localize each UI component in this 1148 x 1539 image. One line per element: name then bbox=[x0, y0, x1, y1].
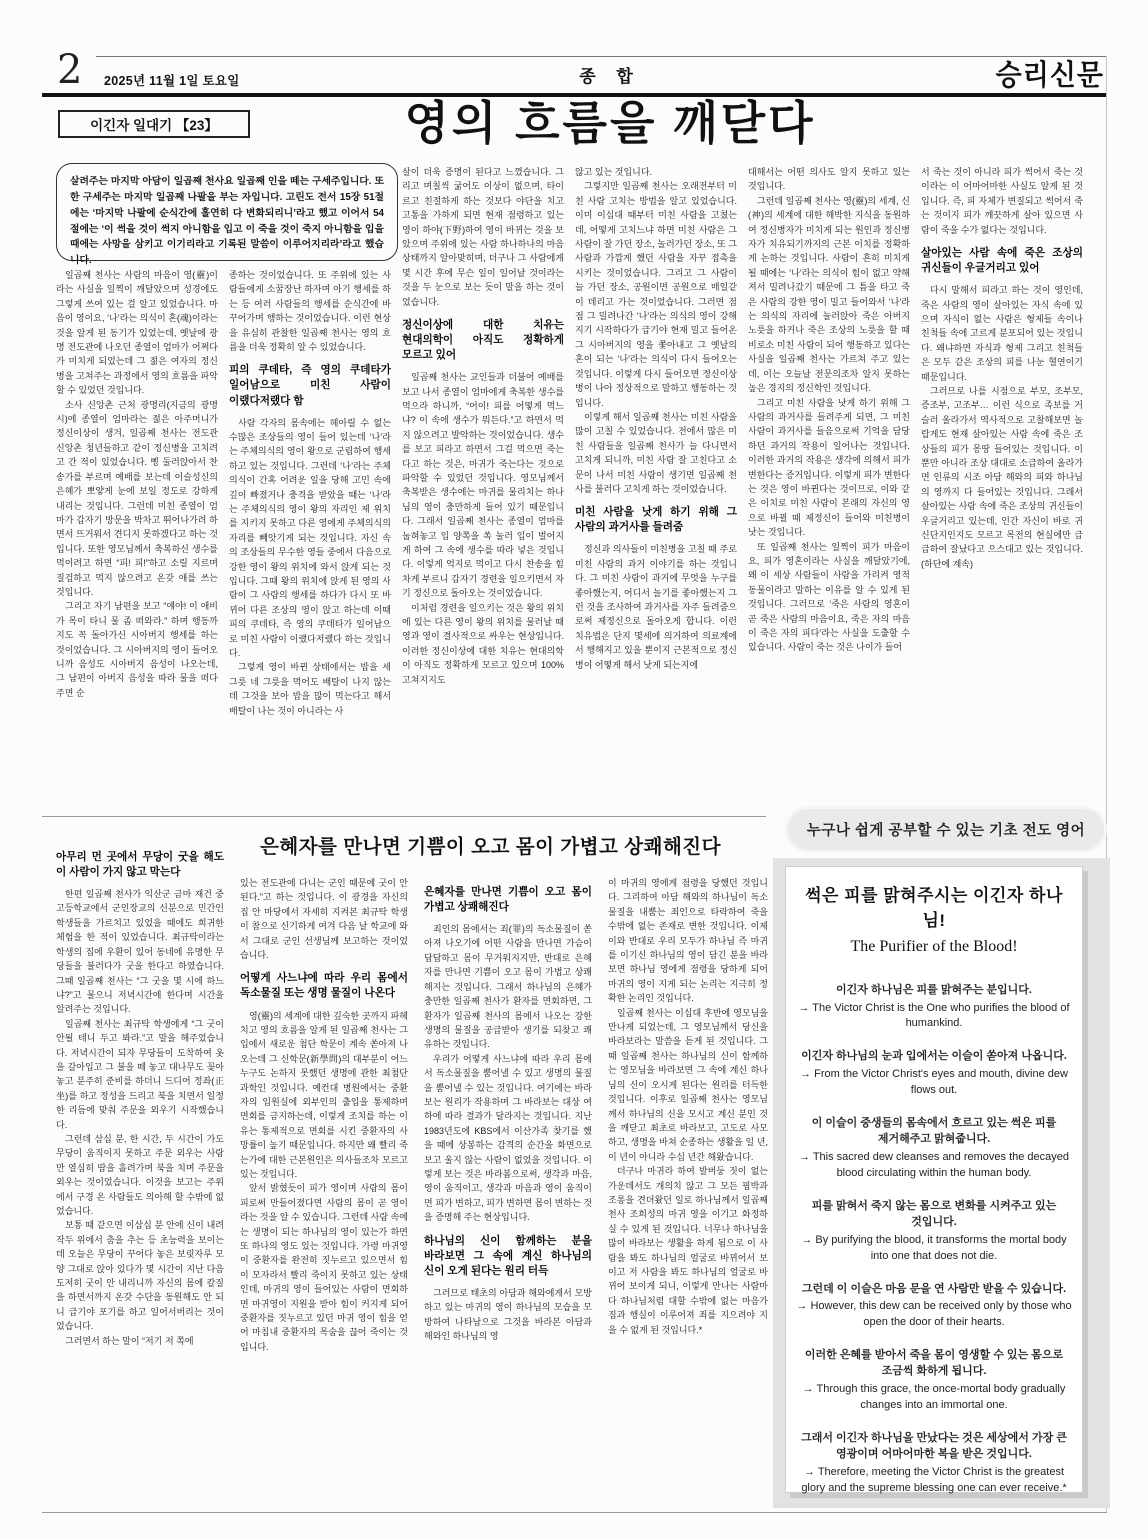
english-box-title-ko: 썩은 피를 맑혀주시는 이긴자 하나님! bbox=[805, 886, 1063, 930]
paragraph: 그런데 삼십 분, 한 시간, 두 시간이 가도 무당이 움직이지 못하고 주문 외우는 사람만 열심히 땀을 흘려가며 북을 치며 주문을 외우는 것이었습니다. 이것을 보고는 주위에서 구경 온 사람들도 의아해 할 수밖에 없었습니다. bbox=[56, 1133, 224, 1216]
bilingual-pair bbox=[796, 1198, 1072, 1265]
column-subheading: 미친 사람을 낫게 하기 위해 그 사람의 과거사를 들려줌 bbox=[575, 506, 737, 534]
english-line: → By purifying the blood, it transforms the mortal body into one that does not die. bbox=[801, 1233, 1067, 1262]
header-top-rule bbox=[96, 56, 1106, 57]
section-label: 종 합 bbox=[579, 67, 641, 86]
column-subheading: 정신이상에 대한 치유는 현대의학이 아직도 정확하게 모르고 있어 bbox=[402, 319, 564, 362]
paragraph: 이렇게 해서 일곱째 천사는 미친 사람을 많이 고칠 수 있었습니다. 전에서 많은 미친 사람들을 일곱째 천사가 늘 다니면서 고치게 되니까, 미친 사람 잘 고친다고 소문이 나서 미친 사람이 생기면 일곱째 천사를 불러다 고치게 하는 것이었습니다. bbox=[575, 411, 737, 494]
bilingual-pair bbox=[796, 1048, 1072, 1098]
english-line: → From the Victor Christ's eyes and mouth, divine dew flows out. bbox=[800, 1067, 1068, 1096]
paragraph: 그러면서 하는 말이 “저기 저 쪽에 bbox=[65, 1335, 194, 1346]
column-subheading: 은혜자를 만나면 기쁨이 오고 몸이 가볍고 상쾌해진다 bbox=[424, 886, 592, 914]
paragraph: 그렇지만 일곱째 천사는 오래전부터 미친 사람 고치는 방법을 알고 있었습니다. 이미 이십대 때부터 미친 사람을 고쳤는데, 어떻게 고치느냐 하면 미친 사람은 그 사람이 잘 가던 장소, 놀러가던 장소, 또 그 사람과 가깝게 했던 사람을 자꾸 접촉을 시키는 것이었습니다. 그리고 그 사람이 늘 가던 장소, 공원이면 공원으로 매일같이 데리고 가는 것이었습니다. 그러면 점점 그 밀려나간 ‘나’라는 의식의 영이 강해지기 시작하다가 급기야 현재 밀고 들어온 그 시아버지의 영을 쫓아내고 그 옛날의 혼이 되는 ‘나’라는 의식이 다시 들어오는 것입니다. 이렇게 다시 들어오면 정신이상병이 나아 정상적으로 말하고 행동하는 것입니다. bbox=[575, 181, 737, 408]
paragraph: 일곱째 천사는 교인들과 더불어 예배를 보고 나서 종열이 엄마에게 축복한 생수를 먹으라 하니까, “어이! 피를 어떻게 먹느냐? 이 속에 생수가 뭐든다.”고 하면서 먹지 않으려고 발악하는 것이었습니다. 생수를 보고 피라고 하면서 그걸 먹으면 죽는다고 하는 것은, 마귀가 죽는다는 것으로 파악할 수 있었던 것입니다. 영모님께서 축복받은 생수에는 마귀를 물리치는 하나님의 영이 충만하게 들어 있기 때문입니다. 그래서 일곱째 천사는 종열이 엄마를 눕혀놓고 입 양쪽을 쏙 눌러 입이 벌어지게 하여 그 속에 생수를 따라 넣은 것입니다. 이렇게 억지로 먹이고 다시 찬송을 힘차게 부르니 갑자기 경련을 일으키면서 자기 정신으로 돌아오는 것이었습니다. bbox=[402, 372, 564, 599]
paragraph: 앞서 밝혔듯이 피가 영이며 사람의 몸이 피로써 만들어졌다면 사람의 몸이 곧 영이라는 것을 알 수 있습니다. 그런데 사람 속에는 생명이 되는 하나님의 영이 있는가 하면 또 하나의 영도 있는 것입니다. 가령 마귀영이 중환자를 완전히 짓누르고 있으면서 힘이 모자라서 빨리 죽이지 못하고 있는 상태인데, 마귀의 영이 들어있는 사람이 면회하면 마귀영이 지원을 받아 힘이 커지게 되어 중환자를 짓누르고 있던 마귀 영이 힘을 얻어 마침내 중환자의 목숨을 끊어 죽이는 것입니다. bbox=[240, 1183, 408, 1352]
english-box-panel bbox=[773, 858, 1110, 1508]
paragraph: 일곱째 천사는 사람의 마음이 영(靈)이라는 사실을 일찍이 깨달았으며 성경에도 그렇게 쓰여 있는 걸 알고 있었습니다. 마음이 영이요, ‘나’라는 의식이 혼(魂)이라는 것을 알게 된 동기가 있었는데, 옛날에 광명 전도관에 나오던 종열이 엄마가 어쩌다가 미치게 되었는데 그 젊은 여자의 정신병을 고쳐주는 과정에서 영의 흐름을 파악할 수 있었던 것입니다. bbox=[56, 270, 218, 396]
korean-line: 이긴자 하나님은 피를 맑혀주는 분입니다. bbox=[836, 984, 1032, 996]
bilingual-pairs bbox=[796, 982, 1072, 1497]
article-column bbox=[402, 165, 564, 812]
paragraph: 그렇게 영이 바뀐 상태에서는 밥을 세 그릇 네 그릇을 먹어도 배탈이 나지 않는데 그것을 보아 밥을 많이 먹는다고 해서 배탈이 나는 것이 아니라는 사 bbox=[229, 662, 391, 716]
lead-summary-box: 살려주는 마지막 아담이 일곱째 천사요 일곱째 인을 떼는 구세주입니다. 또한 구세주는 마지막 일곱째 나팔을 부는 자입니다. 고린도 전서 15장 51절에는 ‘마지막 나팔에 순식간에 홀연히 다 변화되리니’라고 했고 이어서 54절에는 ‘이 썩을 것이 썩지 아니함을 입고 이 죽을 것이 죽지 아니함을 입을 때에는 사망을 삼키고 이기리라고 기록된 말씀이 이루어지리라’라고 했습니다. bbox=[56, 163, 398, 261]
korean-line: 피를 맑혀서 죽지 않는 몸으로 변화를 시켜주고 있는 것입니다. bbox=[811, 1199, 1057, 1229]
paragraph: 서 죽는 것이 아니라 피가 썩어서 죽는 것이라는 이 어마어마한 사실도 알게 된 것입니다. 즉, 피 자체가 변질되고 썩어서 죽는 것이지 피가 깨끗하게 살아 있으면 사람이 죽을 수가 없다는 것입니다. bbox=[921, 167, 1083, 235]
dateline: 2025년 11월 1일 토요일 bbox=[104, 74, 240, 88]
english-course-banner: 누구나 쉽게 공부할 수 있는 기초 전도 영어 bbox=[785, 806, 1107, 853]
paragraph: 종하는 것이었습니다. 또 주위에 있는 사람들에게 소꿉장난 하자며 아기 행세를 하는 등 여러 사람들의 행세를 순식간에 바꾸어가며 행하는 것이었습니다. 이런 현상을 유심히 관찰한 일곱째 천사는 영의 흐름을 더욱 정확히 알 수 있었습니다. bbox=[229, 270, 391, 353]
korean-line: 그런데 이 이슬은 마음 문을 연 사람만 받을 수 있습니다. bbox=[801, 1282, 1067, 1295]
paragraph: 죄인의 몸에서는 죄(罪)의 독소물질이 쏟아져 나오기에 어떤 사람을 만나면 가슴이 답답하고 몸이 무거워지지만, 반대로 은혜자를 만나면 기쁨이 오고 몸이 가볍고 상쾌해지는 것입니다. 그래서 하나님의 은혜가 충만한 일곱째 천사가 환자를 면회하면, 그 환자가 일곱째 천사의 몸에서 나오는 강한 생명의 물질을 공급받아 생기를 되찾고 쾌유하는 것입니다. bbox=[424, 924, 592, 1050]
paragraph: 그리고 자기 남편을 보고 “얘야! 이 애비가 목이 타니 물 좀 떠와라.” 하며 행동까지도 꼭 돌아가신 시아버지 행세를 하는 것이었습니다. 그 시아버지의 영이 들어오니까 음성도 시아버지 음성이 나오는데, 그 남편이 아버지 음성을 따라 물을 떠다 주면 순 bbox=[56, 601, 218, 698]
newspaper-masthead: 승리신문 bbox=[995, 59, 1104, 91]
paragraph: 않고 있는 것입니다. bbox=[575, 167, 653, 177]
article-column bbox=[608, 876, 768, 1505]
column-subheading: 하나님의 신이 함께하는 분을 바라보면 그 속에 계신 하나님의 신이 오게 된다는 원리 터득 bbox=[424, 1234, 592, 1277]
korean-line: 이긴자 하나님의 눈과 입에서는 이슬이 쏟아져 나옵니다. bbox=[801, 1050, 1067, 1063]
article-column bbox=[921, 165, 1083, 812]
column-subheading: 살아있는 사람 속에 죽은 조상의 귀신들이 우글거리고 있어 bbox=[921, 247, 1083, 275]
paragraph: 사람 각자의 몸속에는 헤아릴 수 없는 수많은 조상들의 영이 들어 있는데 ‘나’라는 주체의식의 영이 왕으로 군림하여 행세하고 있는 것입니다. 그런데 ‘나’라는 주체의식이 간혹 어려운 일을 당해 고민 속에 깊이 빠졌거나 충격을 받았을 때는 ‘나’라는 주체의식의 영이 왕의 자리인 제 위치를 지키지 못하고 다른 영에게 주체의식의 자리를 빼앗기게 되는 것입니다. 자신 속의 조상들의 무수한 영들 중에서 다음으로 강한 영이 왕의 위치에 와서 앉게 되는 것입니다. 그때 왕의 위치에 앉게 된 영의 사람이 그 사람의 행세를 하다가 다시 또 바뀌어 다른 조상의 영이 앉고 하는데 이때 피의 쿠데타, 즉 영의 쿠데타가 일어남으로 미친 사람이 이랬다저랬다 하는 것입니다. bbox=[229, 417, 391, 659]
article-column bbox=[56, 841, 224, 1505]
paragraph: 정신과 의사들이 미친병을 고칠 때 주로 미친 사람의 과거 이야기를 하는 것입니다. 그 미친 사람이 과거에 무엇을 누구를 좋아했는지, 어디서 놀기를 좋아했는지 그런 것을 조사하여 과거사를 자주 들려줌으로써 제정신으로 돌아오게 합니다. 이런 치유법은 단지 몇세에 의거하여 의료계에서 행해지고 있을 뿐이지 근본적으로 정신병이 어떻게 해서 낫게 되는지에 bbox=[575, 544, 737, 670]
paragraph: 더구나 마귀라 하여 발버둥 짓이 없는 가운데서도 개의치 않고 그 모든 핍박과 조롱을 견뎌왔던 일로 하나님께서 일곱째 천사 조희성의 마귀 영을 이기고 화정하실 수 있게 된 것입니다. 너무나 하나님을 많이 바라보는 생활을 하게 됨으로 이 사람을 봐도 하나님의 얼굴로 바뀌어서 보이고 저 사람을 봐도 하나님의 얼굴로 바뀌어 보이게 되니, 이렇게 만나는 사람마다 하나님처럼 대할 수밖에 없는 마음가짐과 행실이 이루어져 죄를 지으려야 지을 수 없게 된 것입니다.* bbox=[608, 1166, 768, 1335]
english-line: → Through this grace, the once-mortal body gradually changes into an immortal one. bbox=[802, 1382, 1066, 1411]
paragraph: 이 마귀의 영에게 점령을 당했던 것입니다. 그리하여 아담 해와의 하나님이 독소물질을 내뿜는 죄인으로 타락하여 죽을 수밖에 없는 존재로 변한 것입니다. 이제 이와 반대로 우리 모두가 하나님 즉 마귀를 이기신 하나님의 영이 담긴 분을 바라보면 하나님 영에게 점령을 당하게 되어 마귀의 영이 지게 되는 논리는 지극히 정확한 논리인 것입니다. bbox=[608, 878, 768, 1004]
bilingual-pair bbox=[796, 1115, 1072, 1182]
paragraph: 그리고 미친 사람을 낫게 하기 위해 그 사람의 과거사를 들려주게 되면, 그 미친 사람이 과거사를 들음으로써 기억을 담당하던 과거의 작용이 일어나는 것입니다. 이러한 과거의 작용은 생각에 의해서 피가 변한다는 증거입니다. 이렇게 피가 변한다는 것은 영이 바뀐다는 것이므로, 이와 같은 이치로 미친 사람이 본래의 자신의 영으로 바뀔 때 제정신이 들어와 미친병이 낫는 것입니다. bbox=[748, 397, 910, 538]
column-subheading: 피의 쿠데타, 즉 영의 쿠데타가 일어남으로 미친 사람이 이랬다저랬다 함 bbox=[229, 364, 391, 407]
paragraph: 일곱째 천사는 이십대 후반에 영모님을 만나게 되었는데, 그 영모님께서 당신을 바라보라는 말씀을 듣게 된 것입니다. 그때 일곱째 천사는 하나님의 신이 함께하는 영모님을 바라보면 그 속에 계신 하나님의 신이 오시게 된다는 원리를 터득한 것입니다. 이후로 일곱째 천사는 영모님께서 하나님의 신을 모시고 계신 분인 것을 깨닫고 최초로 바라보고, 고도로 사모하고, 생명을 바쳐 순종하는 생활을 일 년, 이 년이 아니라 수십 년간 해왔습니다. bbox=[608, 1007, 768, 1162]
korean-line: 이 이슬이 중생들의 몸속에서 흐르고 있는 썩은 피를 제거해주고 맑혀줍니다. bbox=[811, 1116, 1057, 1146]
korean-line: 이러한 은혜를 받아서 죽을 몸이 영생할 수 있는 몸으로 조금씩 화하게 됩니다. bbox=[804, 1348, 1064, 1378]
column-subheading: 어떻게 사느냐에 따라 우리 몸에서 독소물질 또는 생명 물질이 나온다 bbox=[240, 972, 408, 1000]
article-column bbox=[575, 165, 737, 812]
page-bottom-border bbox=[42, 1512, 1107, 1513]
article-column bbox=[748, 165, 910, 812]
bilingual-pair bbox=[796, 1347, 1072, 1414]
paragraph: 영(靈)의 세계에 대한 깊숙한 곳까지 파헤치고 영의 흐름을 알게 된 일곱째 천사는 그 입에서 새로운 첨단 학문이 계속 쏟아져 나오는데 그 신학문(新學問)의 대부분이 어느 누구도 논하지 못했던 생명에 관한 최첨단 과학인 것입니다. 예컨대 병원에서는 중환자의 입원실에 외부인의 출입을 통제하며 면회를 금지하는데, 이렇게 조치를 하는 이유는 통제적으로 면회를 시킨 중환자의 사망률이 높기 때문입니다. 하지만 왜 빨리 죽는가에 대한 근본원인은 의사들조차 모르고 있는 것입니다. bbox=[240, 1010, 408, 1179]
english-box-title-en: The Purifier of the Blood! bbox=[850, 938, 1018, 955]
main-headline: 영의 흐름을 깨닫다 bbox=[404, 97, 816, 149]
paragraph: 있는 전도관에 다니는 군인 때문에 굿이 안 된다.”고 하는 것입니다. 이 광경을 자신의 집 안 마당에서 자세히 지켜본 최규탁 학생이 참으로 신기하게 여겨 다음 날 학교에 와서 그대로 군인 선생님께 보고하는 것이었습니다. bbox=[240, 878, 408, 961]
paragraph: 살이 더욱 증명이 된다고 느꼈습니다. 그리고 며칠씩 굶어도 이상이 없으며, 타이르고 친절하게 하는 것보다 야단을 치고 고통을 가하게 되면 현재 점령하고 있는 영이 하야(下野)하여 영이 바뀌는 것을 보았으며 주위에 있는 사람 하나하나의 마음 상태까지 알아맞히며, 더구나 그 사람에게 몇 시간 후에 무슨 일이 일어날 것이라는 것을 두 눈으로 보는 듯이 말을 하는 것이었습니다. bbox=[402, 167, 564, 307]
article-column bbox=[424, 876, 592, 1505]
paragraph: 그런데 일곱째 천사는 영(靈)의 세계, 신(神)의 세계에 대한 해박한 지식을 동원하여 정신병자가 미치게 되는 원인과 정신병자가 치유되기까지의 근본 이치를 정확하게 논하는 것입니다. 사람이 흔히 미치게 될 때에는 ‘나’라는 의식이 힘이 없고 약해져서 밀려나갔기 때문에 그 틈을 타고 죽은 사람의 강한 영이 밀고 들어와서 ‘나’라는 의식의 자리에 눌러앉아 죽은 아버지 노릇을 하거나 죽은 조상의 노릇을 할 때 비로소 미친 사람이 되어 행동하고 있다는 사실을 일곱째 천사는 가르쳐 주고 있는데, 이는 오늘날 전문의조차 알지 못하는 높은 경지의 정신학인 것입니다. bbox=[748, 195, 910, 394]
bottom-article-headline: 은혜자를 만나면 기쁨이 오고 몸이 가볍고 상쾌해진다 bbox=[260, 836, 721, 858]
paragraph: 이처럼 경련을 일으키는 것은 왕의 위치에 있는 다른 영이 왕의 위치를 물러날 때 영과 영이 결사적으로 싸우는 현상입니다. 이러한 정신이상에 대한 치유는 현대의학이 아직도 정확하게 모르고 있으며 100% 고쳐지지도 bbox=[402, 602, 564, 685]
paragraph: 우리가 어떻게 사느냐에 따라 우리 몸에서 독소물질을 뿜어낼 수 있고 생명의 물질을 뿜어낼 수 있는 것입니다. 여기에는 바라보는 원리가 작용하며 그 바라보는 대상 여하에 따라 결과가 달라지는 것입니다. 지난 1983년도에 KBS에서 이산가족 찾기를 했을 때에 상봉하는 감격의 순간을 화면으로 보고 울지 않는 사람이 없었을 것입니다. 이렇게 보는 것은 바라봄으로써, 생각과 마음, 영이 움직이고, 생각과 마음과 영이 움직이면 피가 변하고, 피가 변하면 몸이 변하는 것을 증명해 주는 현상입니다. bbox=[424, 1053, 592, 1223]
korean-line: 그래서 이긴자 하나님을 만났다는 것은 세상에서 가장 큰 영광이며 어마어마한 복을 받은 것입니다. bbox=[801, 1431, 1067, 1461]
english-box-card bbox=[785, 866, 1083, 1493]
english-line: → The Victor Christ is the One who purifies the blood of humankind. bbox=[798, 1001, 1070, 1030]
column-subheading: 아무리 먼 곳에서 무당이 굿을 해도 이 사람이 가지 않고 막는다 bbox=[56, 851, 224, 879]
paragraph: 한편 일곱째 천사가 익산군 금마 재건 중고등학교에서 군인장교의 신분으로 민간인 학생들을 가르치고 있었을 때에도 희귀한 체험을 한 적이 있었습니다. 최규탁이라는 학생의 집에 우환이 있어 동네에 유명한 무당들을 불러다가 굿을 한다고 하였습니다. 그때 일곱째 천사는 “그 굿을 몇 시에 하느냐?”고 물으니 저녁시간에 한다며 시간을 알려주는 것입니다. bbox=[56, 889, 224, 1015]
english-line: → However, this dew can be received only by those who open the door of their hearts. bbox=[796, 1300, 1072, 1328]
paragraph: 일곱째 천사는 최규탁 학생에게 “그 굿이 안될 테니 두고 봐라.”고 말을 해주었습니다. 저녁시간이 되자 무당들이 도착하여 옷을 갈아입고 그 불을 떼 놓고 대나무도 꽂아 놓고 분주히 준비를 하더니 드디어 정좌(正坐)를 하고 정성을 드리고 북을 치면서 일정한 리듬에 맞춰 주문을 외우기 시작했습니다. bbox=[56, 1018, 224, 1130]
bilingual-pair bbox=[796, 1430, 1072, 1497]
paragraph: 또 일곱째 천사는 일찍이 피가 마음이요, 피가 영혼이라는 사실을 깨달았기에, 왜 이 세상 사람들이 사람을 가리켜 영적 동물이라고 말하는 이유를 알 수 있게 된 것입니다. 그러므로 ‘죽은 사람의 영혼이 곧 죽은 사람의 마음이요, 죽은 자의 마음이 죽은 자의 피다’라는 사실을 도출할 수 있습니다. 사람이 죽는 것은 나이가 들어 bbox=[748, 541, 910, 653]
bilingual-pair bbox=[796, 1281, 1072, 1331]
article-column bbox=[240, 876, 408, 1505]
paragraph: 대해서는 어떤 의사도 알지 못하고 있는 것입니다. bbox=[748, 167, 910, 192]
paragraph: 그러므로 태초의 아담과 해와에게서 모방하고 있는 마귀의 영이 하나님의 모습을 모방하여 나타남으로 그것을 바라본 아담과 해와인 하나님의 영 bbox=[424, 1287, 592, 1341]
paragraph: 그러므로 나를 시점으로 부모, 조부모, 증조부, 고조부… 이런 식으로 족보를 거슬러 올라가서 역사적으로 고찰해보면 놀랍게도 현재 살아있는 사람 속에 죽은 조상들의 피가 몽땅 들어있는 것입니다. 이뿐만 아니라 조상 대대로 소급하여 올라가면 인류의 시조 아담 해와의 피와 하나님의 영까지 다 들어있는 것입니다. 그래서 살아있는 사람 속에 죽은 조상의 귀신들이 우글거리고 있는데, 인간 자신이 바로 귀신단지인지도 모르고 목전의 현실에만 급급하여 잘났다고 으스대고 있는 것입니다. (하단에 계속) bbox=[921, 385, 1083, 569]
article-column bbox=[56, 268, 218, 812]
paragraph: 다시 말해서 피라고 하는 것이 영인데, 죽은 사람의 영이 살아있는 자식 속에 있으며 자식이 없는 사람은 형제들 속이나 친척들 속에 고르게 분포되어 있는 것입니다. 왜냐하면 자식과 형제 그리고 친척들은 모두 같은 조상의 피를 나눈 혈연이기 때문입니다. bbox=[921, 285, 1083, 382]
bilingual-pair bbox=[796, 982, 1072, 1032]
english-line: → Therefore, meeting the Victor Christ is the greatest glory and the supreme blessing one can ever receive.* bbox=[801, 1465, 1067, 1494]
article-column bbox=[229, 268, 391, 812]
series-kicker: 이긴자 일대기 【23】 bbox=[58, 110, 250, 138]
paragraph: 소사 신앙촌 근처 광명리(지금의 광명시)에 종열이 엄마라는 젊은 아주머니가 정신이상이 생겨, 일곱째 천사는 전도관 신앙촌 청년들하고 같이 정신병을 고치려고 간 적이 있었습니다. 삥 둘러앉아서 찬송가를 부르며 예배를 보는데 이슬성신의 은혜가 뽀얗게 눈에 보일 정도로 강하게 내리는 것입니다. 그런데 미친 종열이 엄마가 갑자기 방문을 박차고 뛰어나가려 하면서 뜨거워서 견디지 못하겠다고 하는 것입니다. 또한 영모님께서 축복하신 생수를 먹이려고 하면 “피! 피!”하고 소릴 지르며 질겁하고 먹지 않으려고 온갖 애를 쓰는 것입니다. bbox=[56, 399, 218, 597]
english-line: → This sacred dew cleanses and removes the decayed blood circulating within the human body. bbox=[798, 1150, 1070, 1179]
page-number: 2 bbox=[57, 47, 83, 93]
section-divider-rule bbox=[42, 816, 766, 817]
paragraph: 보통 때 같으면 이삼십 분 안에 신이 내려 작두 위에서 춤을 추는 등 초능력을 보이는데 오늘은 무당이 꾸어다 놓은 보릿자루 모양 그대로 앉아 있다가 몇 시간이 지난 다음 도저히 굿이 안 내리니까 자신의 몸에 칼질을 하면서까지 온갖 수단을 동원해도 안 되니 급기야 포기를 하고 일어서버리는 것이었습니다. bbox=[56, 1220, 224, 1332]
